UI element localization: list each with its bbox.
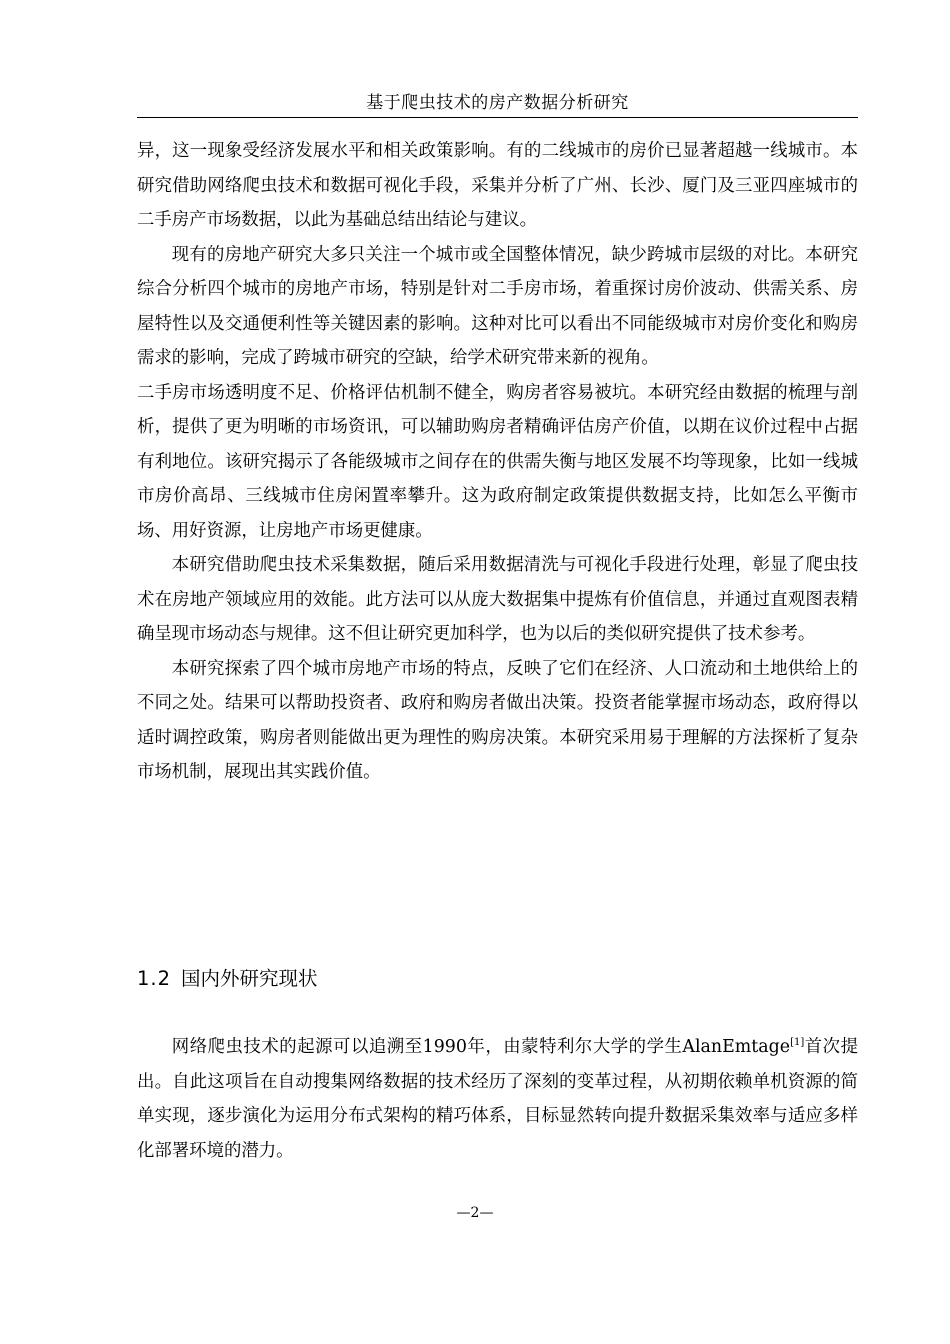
- crawler-history-text-start: 网络爬虫技术的起源可以追溯至1990年，由蒙特利尔大学的学生AlanEmtage: [171, 1037, 791, 1057]
- section-title: 国内外研究现状: [181, 967, 318, 990]
- header-divider: [137, 117, 858, 118]
- paragraph-market-transparency: 二手房市场透明度不足、价格评估机制不健全，购房者容易被坑。本研究经由数据的梳理与剖析，提供了更为明晰的市场资讯，可以辅助购房者精确评估房产价值，以期在议价过程中占据有利地位。该研究揭示了各能级城市之间存在的供需失衡与地区发展不均等现象，比如一线城市房价高昂、三线城市住房闲置率攀升。这为政府制定政策提供数据支持，比如怎么平衡市场、用好资源，让房地产市场更健康。: [137, 382, 858, 541]
- paragraph-research-gap: 现有的房地产研究大多只关注一个城市或全国整体情况，缺少跨城市层级的对比。本研究综合分析四个城市的房地产市场，特别是针对二手房市场，着重探讨房价波动、供需关系、房屋特性以及交通便利性等关键因素的影响。这种对比可以看出不同能级城市对房价变化和购房需求的影响，完成了跨城市研究的空缺，给学术研究带来新的视角。: [137, 244, 858, 368]
- body-section-intro: [137, 134, 858, 790]
- section-heading: [137, 964, 318, 994]
- running-header: 基于爬虫技术的房产数据分析研究: [366, 93, 629, 113]
- crawler-history-text-end: 首次提出。自此这项旨在自动搜集网络数据的技术经历了深刻的变革过程，从初期依赖单机资源的简单实现，逐步演化为运用分布式架构的精巧体系，目标显然转向提升数据采集效率与适应多样化部署环境的潜力。: [137, 1037, 858, 1161]
- section-number: 1.2: [137, 967, 172, 990]
- paragraph-crawler-history: [137, 1030, 858, 1168]
- citation-reference: [1]: [790, 1037, 805, 1049]
- paragraph-continuation: 异，这一现象受经济发展水平和相关政策影响。有的二线城市的房价已显著超越一线城市。本研究借助网络爬虫技术和数据可视化手段，采集并分析了广州、长沙、厦门及三亚四座城市的二手房产市场数据，以此为基础总结出结论与建议。: [137, 141, 858, 230]
- paragraph-practical-value: 本研究探索了四个城市房地产市场的特点，反映了它们在经济、人口流动和土地供给上的不同之处。结果可以帮助投资者、政府和购房者做出决策。投资者能掌握市场动态，政府得以适时调控政策，购房者则能做出更为理性的购房决策。本研究采用易于理解的方法探析了复杂市场机制，展现出其实践价值。: [137, 658, 858, 782]
- paragraph-crawler-method: 本研究借助爬虫技术采集数据，随后采用数据清洗与可视化手段进行处理，彰显了爬虫技术在房地产领域应用的效能。此方法可以从庞大数据集中提炼有价值信息，并通过直观图表精确呈现市场动态与规律。这不但让研究更加科学，也为以后的类似研究提供了技术参考。: [137, 555, 858, 644]
- page-number: —2—: [456, 1205, 494, 1221]
